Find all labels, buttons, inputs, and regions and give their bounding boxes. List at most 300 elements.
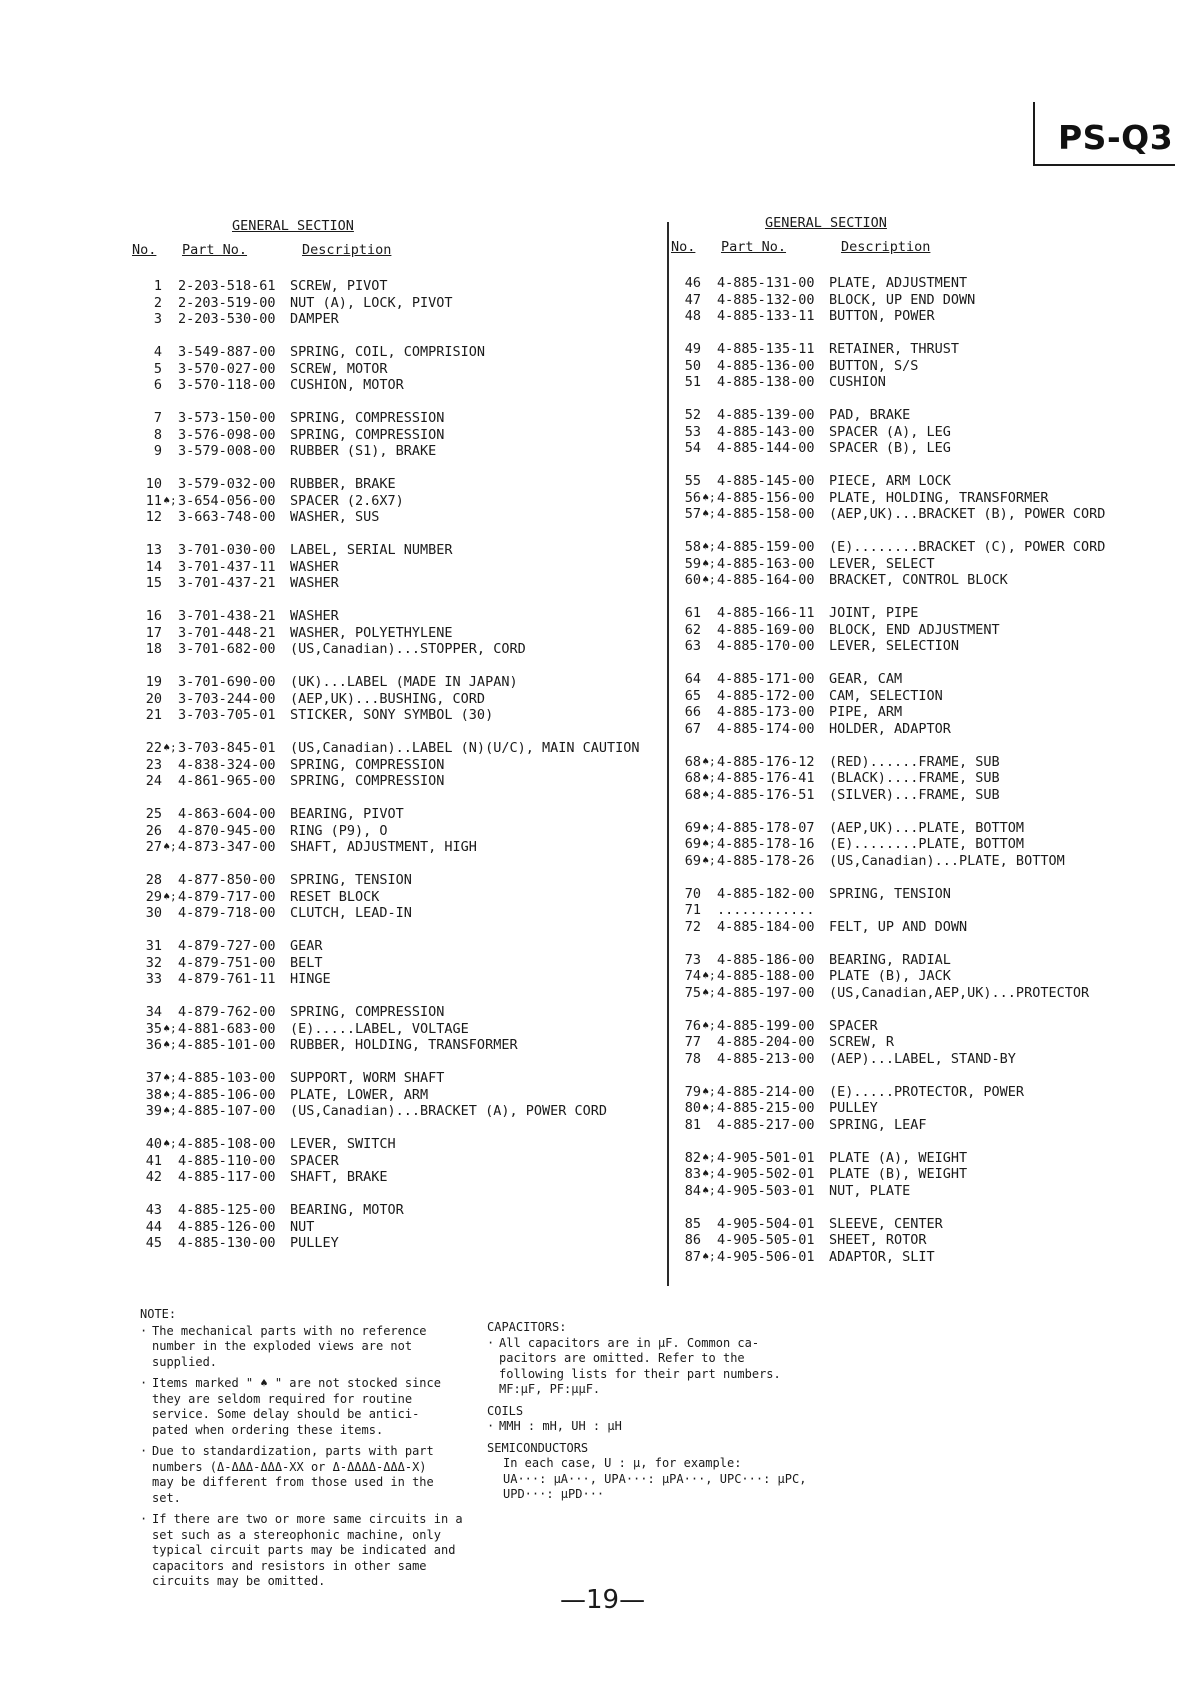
table-row: [132, 476, 672, 493]
not-stocked-mark: ♠;: [163, 1104, 177, 1117]
ref-no: 58: [684, 539, 701, 555]
not-stocked-mark: [701, 1117, 717, 1134]
ref-no: 23: [145, 756, 162, 773]
ref-no: 62: [684, 621, 701, 638]
not-stocked-mark: [701, 704, 717, 721]
table-row: [132, 1169, 672, 1186]
ref-no: 85: [684, 1215, 701, 1232]
ref-no: 34: [145, 1004, 162, 1020]
part-number: 3-701-682-00: [178, 641, 276, 657]
table-row: [671, 275, 1141, 292]
ref-no: 7: [153, 410, 162, 426]
page-number: —19—: [560, 1585, 646, 1615]
part-number: 4-885-176-12: [717, 753, 815, 770]
ref-no: 83: [684, 1166, 701, 1182]
part-number: 2-203-530-00: [178, 311, 276, 327]
parts-group: [671, 886, 1141, 936]
description: PIPE, ARM: [829, 704, 903, 720]
part-number: 3-579-008-00: [178, 443, 276, 459]
description: SHEET, ROTOR: [829, 1232, 927, 1248]
parts-group: [671, 275, 1141, 325]
not-stocked-mark: [162, 278, 178, 295]
table-row: [132, 905, 672, 922]
description: BUTTON, S/S: [829, 357, 919, 374]
table-row: [671, 556, 1141, 573]
ref-no: 55: [684, 473, 701, 489]
not-stocked-mark: [162, 410, 178, 427]
ref-no: 79: [684, 1083, 701, 1100]
not-stocked-mark: ♠;: [702, 1249, 716, 1263]
description: LEVER, SELECT: [829, 555, 935, 572]
description: (E)........BRACKET (C), POWER CORD: [829, 539, 1106, 555]
ref-no: 87: [684, 1248, 701, 1265]
table-row: [671, 622, 1141, 639]
part-number: 4-885-178-16: [717, 836, 815, 852]
table-row: [132, 971, 672, 988]
part-number: 4-885-178-07: [717, 819, 815, 836]
part-number: 4-863-604-00: [178, 806, 276, 822]
ref-no: 73: [684, 951, 701, 968]
ref-no: 84: [684, 1182, 701, 1199]
description: SPRING, COMPRESSION: [290, 1004, 445, 1020]
ref-no: 9: [153, 443, 162, 459]
ref-no: 48: [684, 308, 701, 324]
table-row: [671, 853, 1141, 870]
not-stocked-mark: ♠;: [163, 741, 177, 754]
ref-no: 13: [145, 542, 162, 558]
table-row: [132, 674, 672, 691]
part-number: 4-885-136-00: [717, 357, 815, 374]
header-rule-vertical: [1033, 102, 1035, 166]
part-number: 4-879-751-00: [178, 954, 276, 971]
ref-no: 72: [684, 918, 701, 935]
ref-no: 75: [684, 984, 701, 1001]
description: BEARING, PIVOT: [290, 806, 404, 822]
not-stocked-mark: [162, 1153, 178, 1170]
part-number: 4-885-110-00: [178, 1152, 276, 1169]
ref-no: 18: [145, 641, 162, 657]
parts-groups: [671, 275, 1141, 1265]
part-number: 3-703-244-00: [178, 690, 276, 707]
table-row: [671, 1051, 1141, 1068]
part-number: 3-570-027-00: [178, 360, 276, 377]
notes-section: [140, 1307, 480, 1596]
part-number: ............: [717, 902, 815, 918]
not-stocked-mark: [701, 292, 717, 309]
not-stocked-mark: ♠;: [702, 837, 716, 850]
ref-no: 28: [145, 872, 162, 888]
ref-no: 40: [145, 1136, 162, 1152]
ref-no: 1: [153, 278, 162, 294]
table-row: [132, 509, 672, 526]
parts-group: [671, 539, 1141, 589]
not-stocked-mark: ♠;: [702, 1167, 716, 1180]
not-stocked-mark: [701, 308, 717, 325]
table-row: [671, 440, 1141, 457]
table-row: [671, 721, 1141, 738]
table-row: [671, 292, 1141, 309]
part-number: 4-885-184-00: [717, 918, 815, 935]
description: CUSHION, MOTOR: [290, 377, 404, 393]
not-stocked-mark: [162, 476, 178, 493]
description: SPRING, TENSION: [290, 872, 412, 888]
ref-no: 10: [145, 476, 162, 492]
description: (UK)...LABEL (MADE IN JAPAN): [290, 674, 518, 690]
part-number: 4-885-186-00: [717, 951, 815, 968]
description: HINGE: [290, 971, 331, 987]
not-stocked-mark: ♠;: [702, 1150, 716, 1164]
ref-no: 64: [684, 671, 701, 687]
parts-group: [132, 806, 672, 856]
ref-no: 68: [684, 770, 701, 786]
table-row: [132, 938, 672, 955]
table-row: [132, 278, 672, 295]
parts-group: [132, 740, 672, 790]
not-stocked-mark: [162, 1004, 178, 1021]
ref-no: 53: [684, 423, 701, 440]
table-row: [132, 295, 672, 312]
ref-no: 77: [684, 1034, 701, 1050]
description: (E)........PLATE, BOTTOM: [829, 836, 1025, 852]
ref-no: 50: [684, 357, 701, 374]
ref-no: 63: [684, 638, 701, 654]
description: SPACER (B), LEG: [829, 440, 951, 456]
description: BRACKET, CONTROL BLOCK: [829, 572, 1008, 588]
part-number: 4-879-761-11: [178, 971, 276, 987]
description: PIECE, ARM LOCK: [829, 473, 951, 489]
description: SHAFT, BRAKE: [290, 1169, 388, 1185]
parts-group: [132, 872, 672, 922]
ref-no: 76: [684, 1017, 701, 1034]
table-row: [132, 707, 672, 724]
ref-no: 27: [145, 839, 162, 855]
description: WASHER: [290, 608, 339, 624]
header-rule-horizontal: [1033, 164, 1175, 166]
table-row: [132, 889, 672, 906]
not-stocked-mark: ♠;: [702, 540, 716, 553]
header-no: No.: [671, 239, 696, 255]
ref-no: 32: [145, 954, 162, 971]
parts-group: [132, 608, 672, 658]
part-number: 4-905-501-01: [717, 1149, 815, 1166]
table-row: [132, 1087, 672, 1104]
part-number: 4-885-171-00: [717, 671, 815, 687]
not-stocked-mark: [701, 638, 717, 655]
table-row: [132, 608, 672, 625]
description: (US,Canadian)...BRACKET (A), POWER CORD: [290, 1103, 607, 1119]
not-stocked-mark: ♠;: [163, 840, 177, 853]
ref-no: 67: [684, 720, 701, 737]
table-row: [671, 1100, 1141, 1117]
table-row: [132, 427, 672, 444]
model-title: PS-Q3: [1058, 118, 1174, 157]
description: (US,Canadian)...STOPPER, CORD: [290, 641, 526, 657]
parts-group: [671, 1216, 1141, 1266]
description: PLATE, LOWER, ARM: [290, 1086, 429, 1103]
parts-group: [671, 407, 1141, 457]
part-number: 4-885-132-00: [717, 291, 815, 308]
ref-no: 56: [684, 489, 701, 506]
table-row: [671, 1084, 1141, 1101]
table-row: [671, 1117, 1141, 1134]
ref-no: 78: [684, 1050, 701, 1067]
table-row: [671, 704, 1141, 721]
part-number: 4-905-506-01: [717, 1248, 815, 1265]
table-row: [671, 770, 1141, 787]
part-number: 3-703-845-01: [178, 740, 276, 756]
description: WASHER, POLYETHYLENE: [290, 624, 453, 641]
part-number: 4-885-188-00: [717, 968, 815, 984]
not-stocked-mark: [162, 872, 178, 889]
section-title: GENERAL SECTION: [232, 218, 354, 234]
not-stocked-mark: [162, 361, 178, 378]
table-row: [132, 872, 672, 889]
part-number: 4-885-166-11: [717, 605, 815, 621]
ref-no: 26: [145, 822, 162, 839]
part-number: 3-570-118-00: [178, 377, 276, 393]
description: FELT, UP AND DOWN: [829, 918, 968, 935]
ref-no: 17: [145, 624, 162, 641]
ref-no: 11: [145, 492, 162, 509]
part-number: 4-885-125-00: [178, 1202, 276, 1218]
not-stocked-mark: ♠;: [163, 1087, 177, 1101]
not-stocked-mark: [162, 955, 178, 972]
table-row: [132, 955, 672, 972]
not-stocked-mark: ♠;: [163, 1071, 177, 1084]
table-row: [671, 424, 1141, 441]
parts-group: [132, 542, 672, 592]
ref-no: 42: [145, 1169, 162, 1185]
parts-group: [671, 473, 1141, 523]
not-stocked-mark: [162, 625, 178, 642]
ref-no: 4: [153, 344, 162, 360]
ref-no: 37: [145, 1070, 162, 1086]
description: PULLEY: [829, 1100, 878, 1116]
part-number: 4-885-215-00: [717, 1100, 815, 1116]
ref-no: 70: [684, 885, 701, 902]
part-number: 4-885-197-00: [717, 984, 815, 1001]
ref-no: 35: [145, 1020, 162, 1037]
table-row: [132, 344, 672, 361]
not-stocked-mark: [162, 377, 178, 394]
table-row: [132, 1219, 672, 1236]
table-row: [132, 1004, 672, 1021]
part-number: 4-885-173-00: [717, 704, 815, 720]
part-number: 3-701-437-21: [178, 575, 276, 591]
description: SPACER: [290, 1152, 339, 1169]
ref-no: 3: [153, 311, 162, 327]
description: LEVER, SWITCH: [290, 1136, 396, 1152]
description: CAM, SELECTION: [829, 687, 943, 704]
not-stocked-mark: [701, 424, 717, 441]
table-row: [132, 740, 672, 757]
ref-no: 43: [145, 1202, 162, 1218]
ref-no: 30: [145, 905, 162, 921]
description: (SILVER)...FRAME, SUB: [829, 786, 1000, 803]
ref-no: 39: [145, 1103, 162, 1119]
not-stocked-mark: ♠;: [702, 754, 716, 768]
part-number: 4-885-204-00: [717, 1034, 815, 1050]
table-row: [671, 1034, 1141, 1051]
table-row: [132, 641, 672, 658]
not-stocked-mark: [701, 1034, 717, 1051]
table-row: [132, 559, 672, 576]
ref-no: 15: [145, 575, 162, 591]
not-stocked-mark: [701, 671, 717, 688]
description: SPACER (2.6X7): [290, 492, 404, 509]
not-stocked-mark: ♠;: [702, 490, 716, 504]
ref-no: 38: [145, 1086, 162, 1103]
ref-no: 71: [684, 902, 701, 918]
table-row: [671, 902, 1141, 919]
header-description: Description: [302, 242, 392, 258]
description: [829, 902, 1141, 919]
not-stocked-mark: ♠;: [702, 1018, 716, 1032]
coils-heading: COILS: [487, 1403, 524, 1418]
ref-no: 2: [153, 294, 162, 311]
part-number: 4-885-144-00: [717, 440, 815, 456]
ref-no: 54: [684, 440, 701, 456]
description: RUBBER, BRAKE: [290, 476, 396, 492]
description: PLATE (B), WEIGHT: [829, 1166, 968, 1182]
ref-no: 19: [145, 674, 162, 690]
description: (US,Canadian,AEP,UK)...PROTECTOR: [829, 984, 1090, 1001]
part-number: 4-879-727-00: [178, 938, 276, 954]
description: SHAFT, ADJUSTMENT, HIGH: [290, 839, 477, 855]
table-row: [671, 1166, 1141, 1183]
not-stocked-mark: [701, 407, 717, 424]
description: SCREW, MOTOR: [290, 360, 388, 377]
table-row: [671, 985, 1141, 1002]
ref-no: 57: [684, 506, 701, 522]
capacitors-note: · All capacitors are in μF. Common ca- pacitors are omitted. Refer to the following lists for their part numbers. MF:μF, PF:μμF.: [487, 1335, 781, 1396]
part-number: 4-879-762-00: [178, 1004, 276, 1020]
not-stocked-mark: [162, 295, 178, 312]
part-number: 3-701-690-00: [178, 674, 276, 690]
coils-text: MMH : mH, UH : μH: [499, 1419, 622, 1433]
not-stocked-mark: ♠;: [163, 889, 177, 903]
description: PLATE (A), WEIGHT: [829, 1149, 968, 1166]
ref-no: 82: [684, 1149, 701, 1166]
description: PLATE, ADJUSTMENT: [829, 275, 968, 291]
ref-no: 5: [153, 360, 162, 377]
not-stocked-mark: ♠;: [163, 493, 177, 507]
not-stocked-mark: [162, 344, 178, 361]
table-row: [671, 605, 1141, 622]
part-number: 4-885-103-00: [178, 1070, 276, 1086]
ref-no: 29: [145, 888, 162, 905]
ref-no: 69: [684, 836, 701, 852]
part-number: 4-879-717-00: [178, 888, 276, 905]
description: SPRING, COIL, COMPRISION: [290, 344, 486, 360]
part-number: 4-885-133-11: [717, 308, 815, 324]
capacitors-text: All capacitors are in μF. Common ca- pacitors are omitted. Refer to the following lists for their part numbers. MF:μF, PF:μμF.: [499, 1335, 781, 1396]
ref-no: 66: [684, 704, 701, 720]
table-row: [132, 1021, 672, 1038]
note-text: Items marked " ♠ " are not stocked since they are seldom required for routine service. Some delay should be antici- pated when ordering these items.: [152, 1376, 441, 1437]
not-stocked-mark: ♠;: [702, 507, 716, 520]
ref-no: 86: [684, 1232, 701, 1248]
table-row: [671, 374, 1141, 391]
ref-no: 46: [684, 275, 701, 291]
table-row: [671, 572, 1141, 589]
part-number: 4-885-176-41: [717, 770, 815, 786]
description: PLATE (B), JACK: [829, 968, 951, 984]
ref-no: 47: [684, 291, 701, 308]
description: RUBBER, HOLDING, TRANSFORMER: [290, 1037, 518, 1053]
part-number: 3-701-030-00: [178, 542, 276, 558]
part-number: 3-701-438-21: [178, 608, 276, 624]
parts-group: [132, 1070, 672, 1120]
part-number: 4-885-138-00: [717, 374, 815, 390]
coils-note: · MMH : mH, UH : μH: [487, 1419, 622, 1433]
not-stocked-mark: [701, 358, 717, 375]
table-row: [132, 839, 672, 856]
not-stocked-mark: [162, 559, 178, 576]
parts-group: [132, 476, 672, 526]
part-number: 4-885-174-00: [717, 720, 815, 737]
table-row: [132, 691, 672, 708]
part-number: 4-885-106-00: [178, 1086, 276, 1103]
description: SPRING, COMPRESSION: [290, 426, 445, 443]
part-number: 4-885-217-00: [717, 1116, 815, 1133]
part-number: 4-881-683-00: [178, 1020, 276, 1037]
description: RETAINER, THRUST: [829, 341, 960, 357]
not-stocked-mark: [162, 1219, 178, 1236]
description: (RED)......FRAME, SUB: [829, 753, 1000, 770]
description: PAD, BRAKE: [829, 407, 911, 423]
not-stocked-mark: [162, 773, 178, 790]
description: RUBBER (S1), BRAKE: [290, 443, 437, 459]
table-row: [671, 787, 1141, 804]
part-number: 4-885-130-00: [178, 1235, 276, 1251]
ref-no: 22: [145, 740, 162, 756]
part-number: 4-870-945-00: [178, 822, 276, 839]
table-row: [671, 886, 1141, 903]
parts-group: [132, 674, 672, 724]
part-number: 4-885-107-00: [178, 1103, 276, 1119]
description: NUT, PLATE: [829, 1182, 911, 1199]
not-stocked-mark: ♠;: [702, 985, 716, 999]
not-stocked-mark: [701, 275, 717, 292]
not-stocked-mark: [701, 902, 717, 919]
description: SPRING, LEAF: [829, 1116, 927, 1133]
table-row: [132, 1136, 672, 1153]
part-number: 4-885-214-00: [717, 1083, 815, 1100]
table-row: [671, 1183, 1141, 1200]
ref-no: 74: [684, 968, 701, 984]
description: HOLDER, ADAPTOR: [829, 720, 951, 737]
not-stocked-mark: [701, 473, 717, 490]
description: SPRING, TENSION: [829, 885, 951, 902]
not-stocked-mark: ♠;: [163, 1137, 177, 1150]
table-row: [671, 506, 1141, 523]
capacitors-heading: CAPACITORS:: [487, 1320, 567, 1334]
notes-heading: NOTE:: [140, 1307, 177, 1321]
table-row: [671, 919, 1141, 936]
description: RING (P9), O: [290, 822, 388, 839]
ref-no: 44: [145, 1218, 162, 1235]
description: SPRING, COMPRESSION: [290, 756, 445, 773]
ref-no: 14: [145, 558, 162, 575]
ref-no: 60: [684, 572, 701, 588]
note-text: If there are two or more same circuits in a set such as a stereophonic machine, only typical circuit parts may be indicated and capacitors and resistors in other same circuits may be omitted.: [152, 1512, 463, 1588]
part-number: 4-877-850-00: [178, 872, 276, 888]
ref-no: 49: [684, 341, 701, 357]
description: PLATE, HOLDING, TRANSFORMER: [829, 489, 1049, 506]
parts-group: [132, 278, 672, 328]
table-row: [132, 493, 672, 510]
